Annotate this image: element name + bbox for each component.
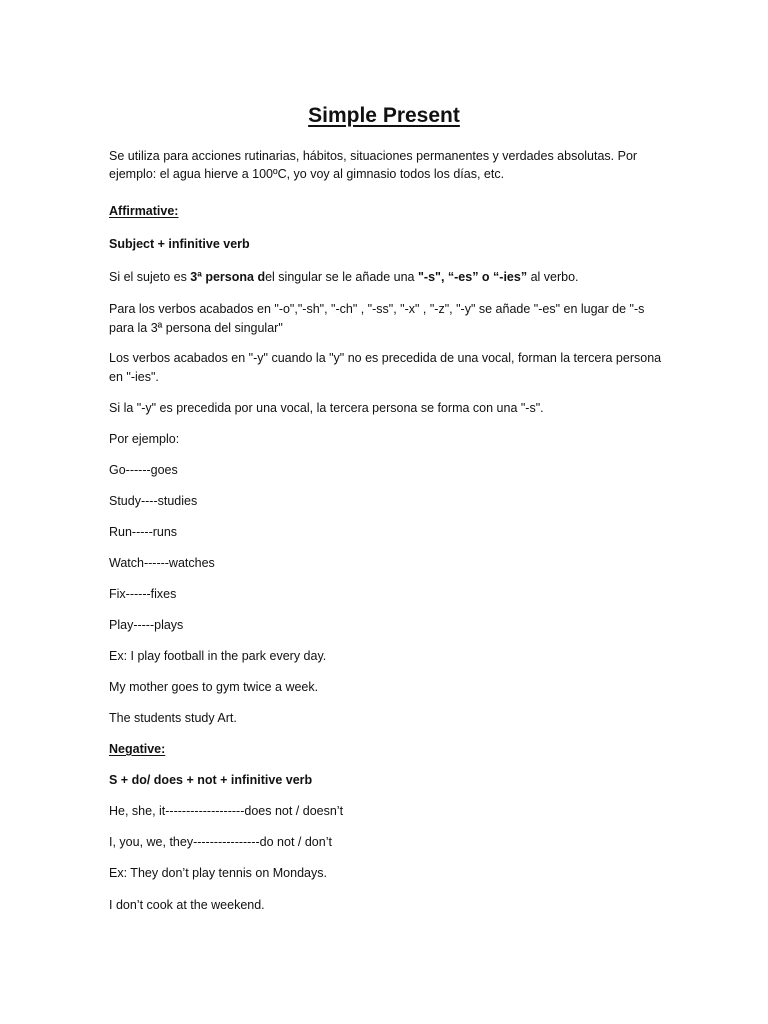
third-person-rule — [109, 268, 579, 286]
negative-sentence: I don’t cook at the weekend. — [109, 898, 265, 912]
affirmative-heading: Affirmative: — [109, 204, 179, 218]
negative-heading: Negative: — [109, 742, 166, 756]
verb-example: Go------goes — [109, 463, 178, 477]
affirmative-sentence: The students study Art. — [109, 711, 237, 725]
negative-formula: S + do/ does + not + infinitive verb — [109, 773, 313, 787]
ies-rule-paragraph: Los verbos acabados en "-y" cuando la "y" no es precedida de una vocal, forman la tercera persona en "-ies". — [109, 351, 662, 384]
examples-label: Por ejemplo: — [109, 432, 180, 446]
pronoun-rule: He, she, it-------------------does not / doesn’t — [109, 804, 344, 818]
third-person-rule-bold-2: "-s", “-es” o “-ies” — [417, 270, 528, 284]
verb-example: Fix------fixes — [109, 587, 177, 601]
pronoun-rule: I, you, we, they----------------do not / don’t — [109, 835, 332, 849]
third-person-rule-bold-1: 3ª persona d — [190, 270, 266, 284]
es-rule-paragraph: Para los verbos acabados en "-o","-sh", "-ch" , "-ss", "-x" , "-z", "-y" se añade "-es" en lugar de "-s para la 3ª persona del singular" — [109, 302, 645, 335]
verb-example: Watch------watches — [109, 556, 215, 570]
third-person-rule-text-2: el singular se le añade una — [265, 270, 418, 284]
verb-example: Study----studies — [109, 494, 198, 508]
vowel-y-rule: Si la "-y" es precedida por una vocal, la tercera persona se forma con una "-s". — [109, 401, 544, 415]
affirmative-formula: Subject + infinitive verb — [109, 237, 250, 251]
intro-paragraph: Se utiliza para acciones rutinarias, hábitos, situaciones permanentes y verdades absolutas. Por ejemplo: el agua hierve a 100ºC, yo voy al gimnasio todos los días, etc. — [109, 149, 638, 181]
page-title: Simple Present — [308, 104, 460, 127]
negative-sentence: Ex: They don’t play tennis on Mondays. — [109, 866, 327, 880]
affirmative-sentence: Ex: I play football in the park every day. — [109, 649, 327, 663]
third-person-rule-text-3: al verbo. — [527, 270, 579, 284]
third-person-rule-text-1: Si el sujeto es — [109, 270, 191, 284]
affirmative-sentence: My mother goes to gym twice a week. — [109, 680, 319, 694]
verb-example: Run-----runs — [109, 525, 178, 539]
verb-example: Play-----plays — [109, 618, 184, 632]
